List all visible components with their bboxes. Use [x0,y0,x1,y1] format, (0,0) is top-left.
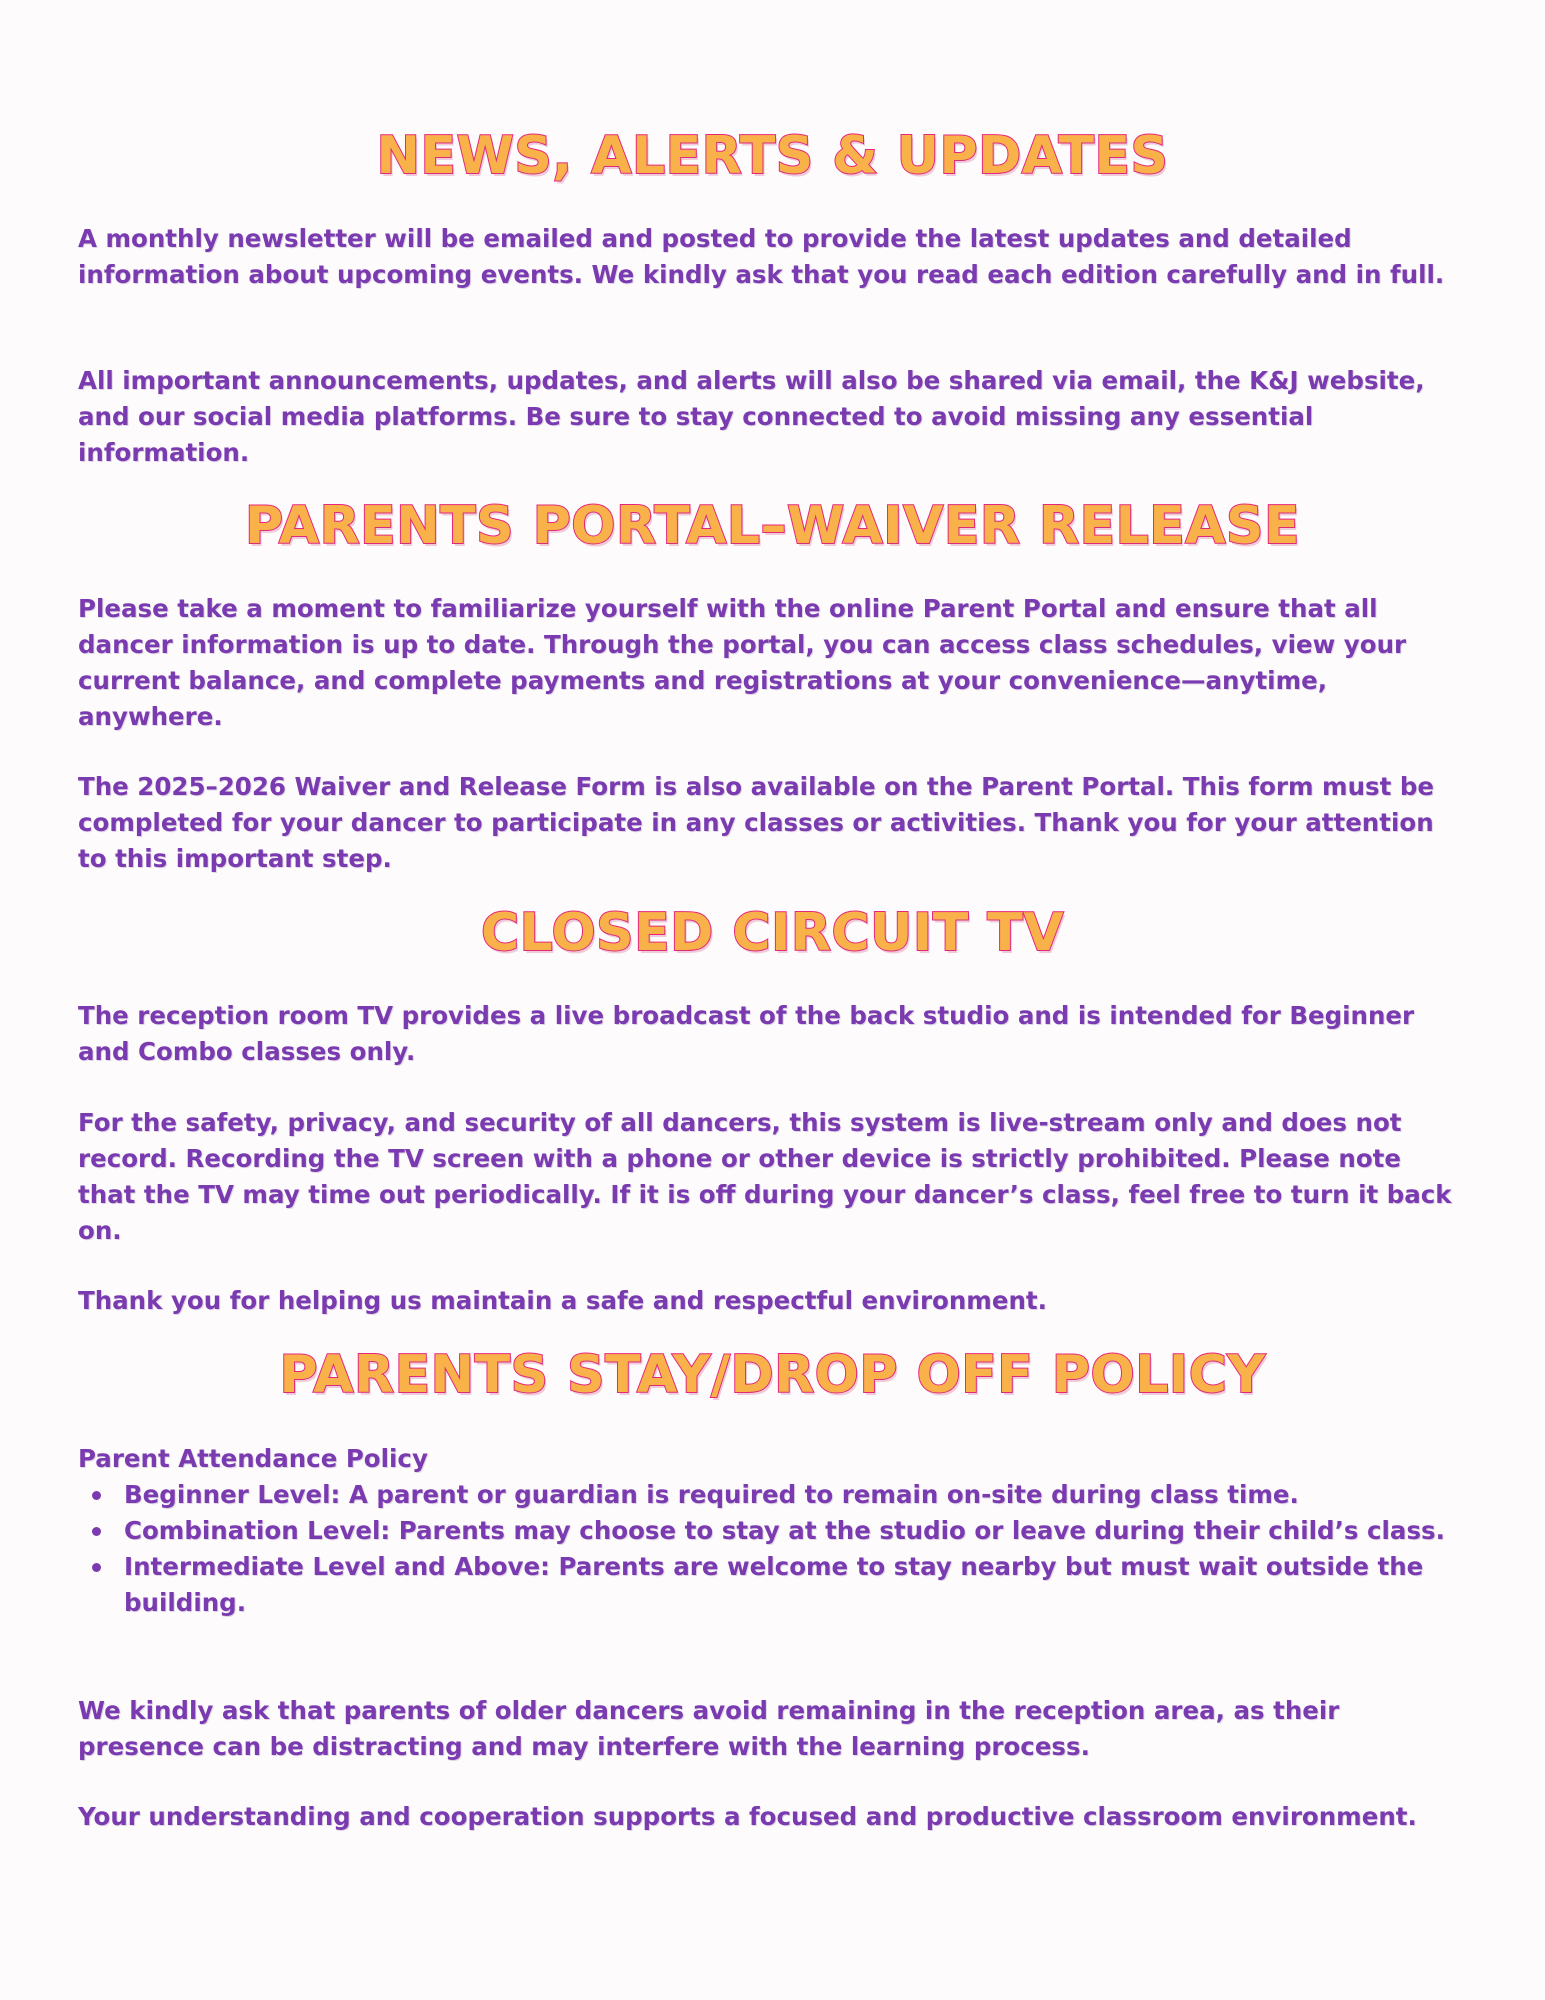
policy-heading: PARENTS STAY/DROP OFF POLICY [279,1345,1266,1405]
list-item-text: Combination Level: Parents may choose to stay at the studio or leave during their child’s class. [124,1516,1445,1545]
policy-paragraph-1: We kindly ask that parents of older dancers avoid remaining in the reception area, as their presence can be distracting and may interfere with the learning process. [78,1696,1340,1761]
policy-list [78,1477,1458,1621]
list-item [78,1549,1458,1621]
portal-heading: PARENTS PORTAL–WAIVER RELEASE [245,496,1300,556]
list-item [78,1513,1458,1549]
cctv-paragraph-1: The reception room TV provides a live broadcast of the back studio and is intended for Beginner and Combo classes only. [78,1001,1415,1066]
cctv-heading: CLOSED CIRCUIT TV [481,903,1064,963]
news-paragraph-2: All important announcements, updates, and alerts will also be shared via email, the K&J website, and our social media platforms. Be sure to stay connected to avoid missing any essential information. [78,366,1425,467]
list-item-text: Intermediate Level and Above: Parents are welcome to stay nearby but must wait outside the building. [124,1552,1424,1617]
portal-paragraph-1: Please take a moment to familiarize yourself with the online Parent Portal and ensure that all dancer information is up to date. Through the portal, you can access class schedules, view your current balance, and complete payments and registrations at your convenience—anytime, anywhere. [78,594,1407,731]
cctv-paragraph-3: Thank you for helping us maintain a safe and respectful environment. [78,1286,1047,1315]
portal-paragraph-2: The 2025–2026 Waiver and Release Form is also available on the Parent Portal. This form must be completed for your dancer to participate in any classes or activities. Thank you for your attention to this important step. [78,772,1434,873]
bullet-icon [92,1563,101,1572]
policy-paragraph-2: Your understanding and cooperation supports a focused and productive classroom environment. [78,1802,1417,1831]
cctv-paragraph-2: For the safety, privacy, and security of all dancers, this system is live-stream only and does not record. Recording the TV screen with a phone or other device is strictly prohibited. Please note that the TV may time out periodically. If it is off during your dancer’s class, feel free to turn it back on. [78,1108,1452,1245]
bullet-icon [92,1491,101,1500]
list-item [78,1477,1458,1513]
news-heading: NEWS, ALERTS & UPDATES [376,126,1169,186]
bullet-icon [92,1527,101,1536]
policy-subheading: Parent Attendance Policy [78,1444,428,1473]
news-paragraph-1: A monthly newsletter will be emailed and posted to provide the latest updates and detailed information about upcoming events. We kindly ask that you read each edition carefully and in full. [78,224,1445,289]
list-item-text: Beginner Level: A parent or guardian is required to remain on-site during class time. [124,1480,1299,1509]
